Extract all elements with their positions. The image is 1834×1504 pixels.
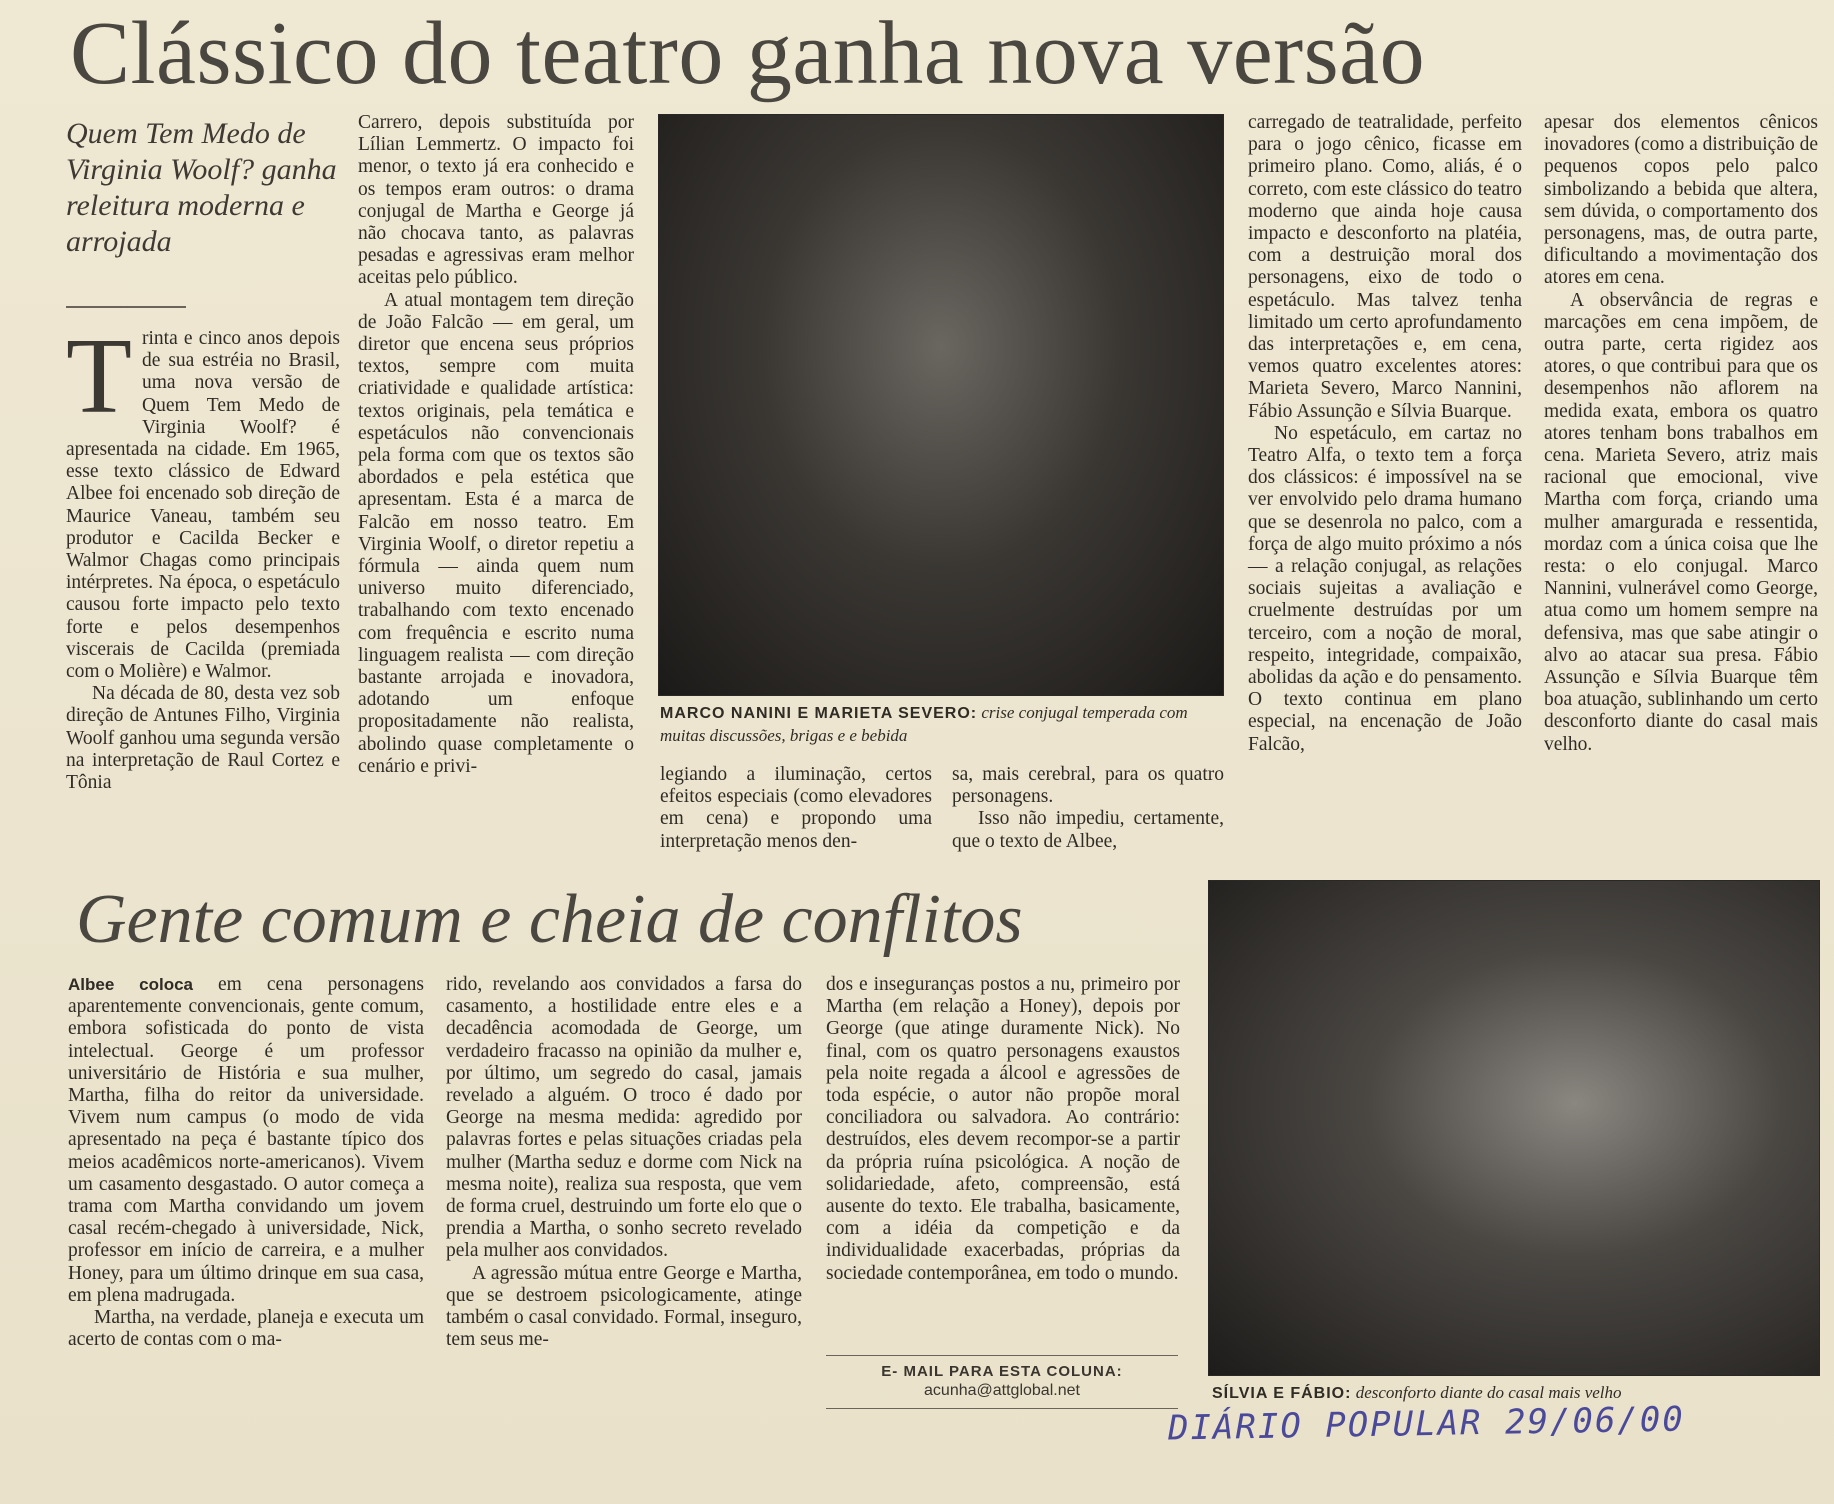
handwritten-source-note: DIÁRIO POPULAR 29/06/00 (1167, 1399, 1686, 1449)
headline: Clássico do teatro ganha nova versão (70, 4, 1426, 103)
caption-text: crise conjugal temperada com muitas discussões, brigas e e bebida (660, 703, 1188, 745)
paragraph: dos e inseguranças postos a nu, primeiro por Martha (em relação a Honey), depois por George (que atinge duramente Nick). No final, com os quatro personagens exaustos pela noite regada a álcool e agressões de toda espécie, o autor não propõe moral conciliadora ou salvadora. Ao contrário: destruídos, eles devem recompor-se a partir da própria ruína psicológica. A noção de solidariedade, afeto, compreensão, está ausente do texto. Ele trabalha, basicamente, com a idéia da competição e da individualidade exacerbadas, próprias da sociedade contemporânea, em todo o mundo. (826, 974, 1180, 1284)
paragraph: Na década de 80, desta vez sob direção de Antunes Filho, Virginia Woolf ganhou uma segunda versão na interpretação de Raul Cortez e Tônia (66, 683, 340, 794)
paragraph: A atual montagem tem direção de João Falcão — em geral, um diretor que encena seus próprios textos, sempre com muita criatividade e qualidade artística: textos originais, pela temática e espetáculos não convencionais pela forma com que os textos são abordados e pela estética que apresentam. Esta é a marca de Falcão em nosso teatro. Em Virginia Woolf, o diretor repetiu a fórmula — ainda quem num universo muito diferenciado, trabalhando com texto encenado com frequência e escrito numa linguagem realista — com direção bastante arrojada e inovadora, adotando um enfoque propositadamente não realista, abolindo quase completamente o cenário e privi- (358, 289, 634, 777)
stage-photo-silvia-fabio (1208, 880, 1820, 1376)
article2-column-2 (446, 974, 802, 1351)
article1-column-1 (66, 317, 340, 794)
article2-column-1 (68, 974, 424, 1351)
article1-column-4 (1248, 112, 1522, 756)
paragraph-text: em cena personagens aparentemente convencionais, gente comum, embora sofisticada do ponto de vista intelectual. George é um professor universitário de História e sua mulher, Martha, filha do reitor da universidade. Vivem num campus (o modo de vida apresentado na peça é bastante típico dos meios acadêmicos norte-americanos). Vivem um casamento desgastado. O autor começa a trama com Martha convidando um jovem casal recém-chegado à universidade, Nick, professor em início de carreira, e a mulher Honey, para um último drinque em sua casa, em plena madrugada. (68, 974, 424, 1306)
paragraph (68, 974, 424, 1307)
article2-column-3 (826, 974, 1180, 1285)
article1-under-photo-right (952, 764, 1224, 853)
article1-column-5 (1544, 112, 1818, 756)
paragraph: apesar dos elementos cênicos inovadores (como a distribuição de pequenos copos pelo palco simbolizando a bebida que altera, sem dúvida, o comportamento dos personagens, mas, de outra parte, dificultando a movimentação dos atores em cena. (1544, 112, 1818, 289)
paragraph: Carrero, depois substituída por Lílian Lemmertz. O impacto foi menor, o texto já era conhecido e os tempos eram outros: o drama conjugal de Martha e George já não chocava tanto, as palavras pesadas e agressivas eram melhor aceitas pelo público. (358, 112, 634, 289)
paragraph: legiando a iluminação, certos efeitos especiais (como elevadores em cena) e propondo uma interpretação menos den- (660, 764, 932, 852)
lead-in: Albee coloca (68, 975, 194, 994)
dropcap: T (66, 317, 132, 436)
caption-lead: MARCO NANINI E MARIETA SEVERO: (660, 705, 978, 722)
paragraph: Isso não impediu, certamente, que o texto de Albee, (952, 808, 1224, 852)
paragraph: Martha, na verdade, planeja e executa um acerto de contas com o ma- (68, 1307, 424, 1351)
subheadline: Quem Tem Medo de Virginia Woolf? ganha releitura moderna e arrojada (66, 117, 337, 258)
paragraph: sa, mais cerebral, para os quatro personagens. (952, 764, 1224, 808)
divider (66, 306, 186, 308)
caption-lead: SÍLVIA E FÁBIO: (1212, 1385, 1352, 1402)
email-box (826, 1355, 1178, 1409)
paragraph: No espetáculo, em cartaz no Teatro Alfa, o texto tem a força dos clássicos: é impossível na se ver envolvido pelo drama humano que se desenrola no palco, com a força de algo muito próximo a nós — a relação conjugal, as relações sociais sujeitas a avaliação e cruelmente destruídas por um terceiro, com a noção de moral, respeito, integridade, compaixão, abolidas da ação e do pensamento. O texto continua em plano especial, na encenação de João Falcão, (1248, 422, 1522, 755)
headline-2: Gente comum e cheia de conflitos (76, 881, 1023, 958)
photo1-caption (660, 702, 1228, 747)
paragraph: rido, revelando aos convidados a farsa do casamento, a hostilidade entre eles e a decadência acomodada de George, um verdadeiro fracasso na opinião da mulher e, por último, um segredo do casal, jamais revelado a alguém. O troco é dado por George na mesma medida: agredido por palavras fortes e pelas situações criadas pela mulher (Martha seduz e dorme com Nick na mesma noite), realiza sua resposta, que vem de forma cruel, destruindo um forte elo que o prendia a Martha, o sonho secreto revelado pela mulher aos convidados. (446, 974, 802, 1262)
email-address: acunha@attglobal.net (924, 1382, 1080, 1399)
stage-photo-nanini-severo (658, 114, 1224, 696)
article1-under-photo-left (660, 764, 932, 853)
paragraph: carregado de teatralidade, perfeito para o jogo cênico, ficasse em primeiro plano. Como, aliás, é o correto, com este clássico do teatro moderno que ainda hoje causa impacto e desconforto na platéia, com a destruição moral dos personagens, eixo de todo o espetáculo. Mas talvez tenha limitado um certo aprofundamento das interpretações e, em cena, vemos quatro excelentes atores: Marieta Severo, Marco Nannini, Fábio Assunção e Sílvia Buarque. (1248, 112, 1522, 422)
paragraph: rinta e cinco anos depois de sua estréia no Brasil, uma nova versão de Quem Tem Medo de Virginia Woolf? é apresentada na cidade. Em 1965, esse texto clássico de Edward Albee foi encenado sob direção de Maurice Vaneau, também seu produtor e Cacilda Becker e Walmor Chagas como principais intérpretes. Na época, o espetáculo causou forte impacto pelo texto forte e pelos desempenhos viscerais de Cacilda (premiada com o Molière) e Walmor. (66, 328, 340, 683)
email-label: E- MAIL PARA ESTA COLUNA: (881, 1363, 1123, 1380)
article1-column-2 (358, 112, 634, 778)
paragraph: A agressão mútua entre George e Martha, que se destroem psicologicamente, atinge também o casal convidado. Formal, inseguro, tem seus me- (446, 1262, 802, 1351)
paragraph: A observância de regras e marcações em cena impõem, de outra parte, certa rigidez aos atores, o que contribui para que os desempenhos não aflorem na medida exata, embora os quatro atores tenham bons trabalhos em cena. Marieta Severo, atriz mais racional que emocional, vive Martha com força, criando uma mulher amargurada e ressentida, mordaz com a única coisa que lhe resta: o elo conjugal. Marco Nannini, vulnerável como George, atua como um homem sempre na defensiva, mas que sabe atingir o alvo ao atacar sua presa. Fábio Assunção e Sílvia Buarque têm boa atuação, sublinhando um certo desconforto diante do casal mais velho. (1544, 289, 1818, 755)
caption-text: desconforto diante do casal mais velho (1351, 1383, 1622, 1402)
